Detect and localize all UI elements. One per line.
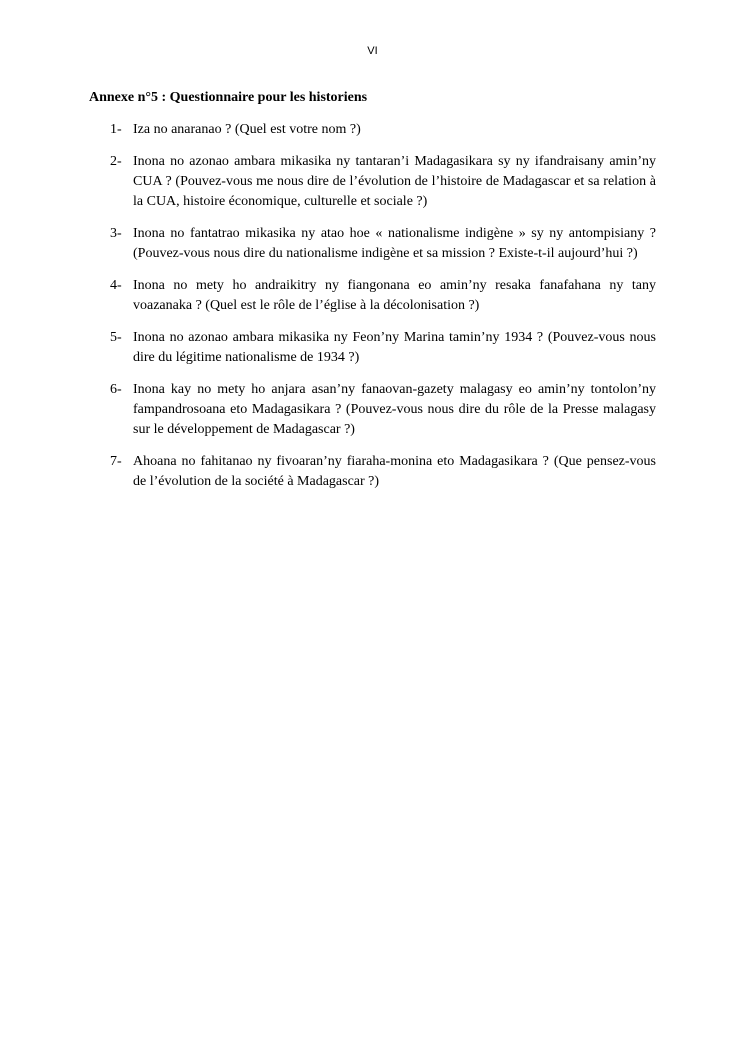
annex-title: Annexe n°5 : Questionnaire pour les historiens [89,90,368,105]
question-item [110,328,656,368]
question-number: 2- [110,154,122,169]
question-text: Inona no azonao ambara mikasika ny Feon’ny Marina tamin’ny 1934 ? (Pouvez-vous nous dire du légitime nationalisme de 1934 ?) [133,330,656,365]
questionnaire-list [110,120,656,504]
question-item [110,224,656,264]
question-item [110,276,656,316]
question-text: Inona kay no mety ho anjara asan’ny fanaovan-gazety malagasy eo amin’ny tontolon’ny fampandrosoana eto Madagasikara ? (Pouvez-vous nous dire du rôle de la Presse malagasy sur le développement de Madagascar ?) [133,382,656,437]
question-text: Inona no azonao ambara mikasika ny tantaran’i Madagasikara sy ny ifandraisany amin’ny CUA ? (Pouvez-vous me nous dire de l’évolution de l’histoire de Madagascar et sa relation à la CUA, histoire économique, culturelle et sociale ?) [133,154,656,209]
question-number: 7- [110,454,122,469]
question-item [110,152,656,212]
question-text: Inona no fantatrao mikasika ny atao hoe « nationalisme indigène » sy ny antompisiany ? (Pouvez-vous nous dire du nationalisme indigène et sa mission ? Existe-t-il aujourd’hui ?) [133,226,656,261]
question-number: 1- [110,122,122,137]
question-number: 5- [110,330,122,345]
question-number: 3- [110,226,122,241]
question-item [110,452,656,492]
question-item [110,120,656,140]
question-text: Ahoana no fahitanao ny fivoaran’ny fiaraha-monina eto Madagasikara ? (Que pensez-vous de l’évolution de la société à Madagascar ?) [133,454,656,489]
question-text: Iza no anaranao ? (Quel est votre nom ?) [133,122,361,137]
question-item [110,380,656,440]
question-number: 4- [110,278,122,293]
question-number: 6- [110,382,122,397]
page-number: VI [367,45,378,57]
question-text: Inona no mety ho andraikitry ny fiangonana eo amin’ny resaka fanafahana ny tany voazanaka ? (Quel est le rôle de l’église à la décolonisation ?) [133,278,656,313]
